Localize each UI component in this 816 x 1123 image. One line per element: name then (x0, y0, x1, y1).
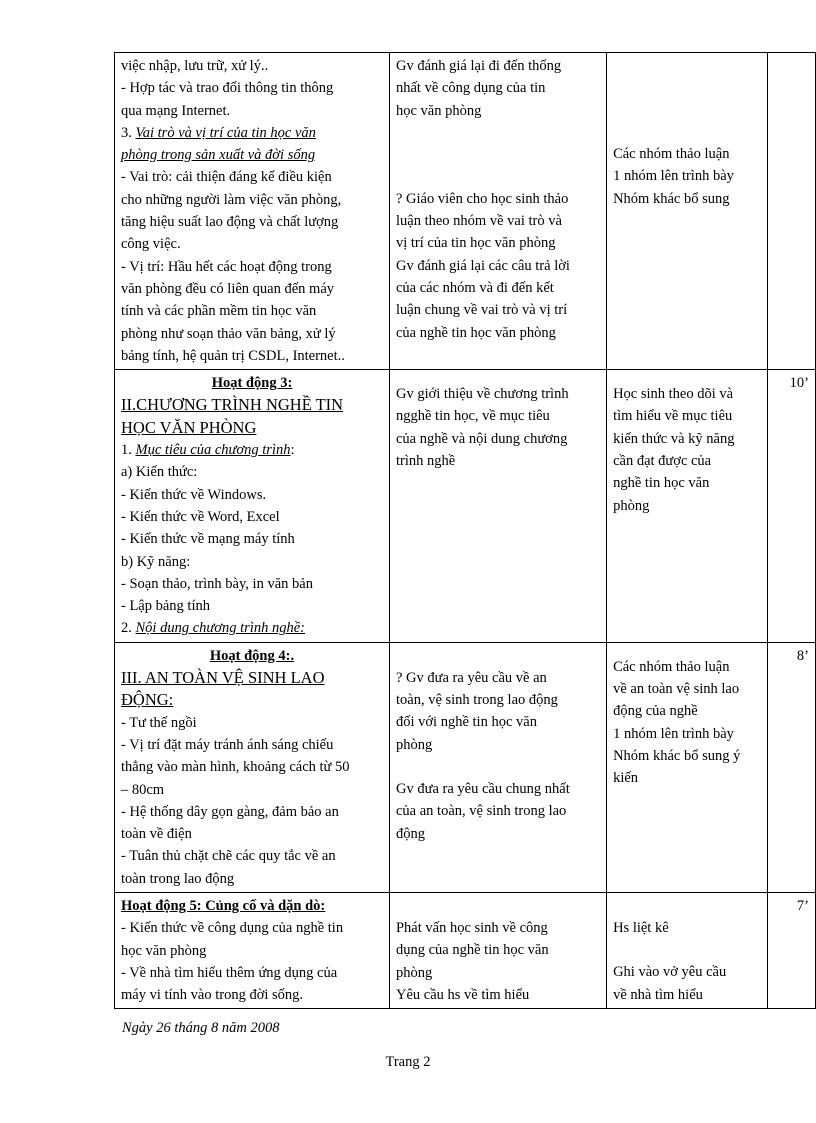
document-date: Ngày 26 tháng 8 năm 2008 (122, 1020, 280, 1036)
section-title: Vai trò và vị trí của tin học văn (135, 124, 316, 141)
text-line: về nhà tìm hiểu (613, 986, 703, 1003)
content-cell (115, 53, 390, 370)
text-line: Các nhóm thảo luận (613, 146, 730, 162)
text-line: của các nhóm và đi đến kết (395, 280, 554, 297)
text-line: Phát vấn học sinh về công (395, 919, 548, 936)
content-cell (115, 892, 390, 1008)
text-line: động (395, 825, 425, 842)
text-line: Hs liệt kê (613, 919, 669, 936)
activity-heading: Hoạt động 5: Củng cố và dặn dò: (121, 897, 326, 914)
text-line: luận theo nhóm về vai trò và (395, 213, 562, 230)
text-line: Gv đưa ra yêu cầu chung nhất (395, 780, 570, 797)
student-activity-cell (607, 370, 768, 643)
section-number: 2. (121, 620, 136, 637)
text-line: - Tư thế ngồi (121, 714, 197, 731)
text-line: phòng (613, 497, 650, 514)
text-line: - Kiến thức về công dụng của nghề tin (121, 920, 344, 937)
text-line: - Về nhà tìm hiểu thêm ứng dụng của (121, 964, 338, 981)
text-line: toàn trong lao động (121, 870, 235, 887)
text-line: đối với nghề tin học văn (395, 714, 537, 731)
text-line: b) Kỹ năng: (121, 553, 191, 570)
text-line: học văn phòng (395, 102, 482, 119)
text-line: máy vi tính vào trong đời sống. (121, 987, 304, 1004)
text-line: - Hợp tác và trao đổi thông tin thông (121, 80, 334, 97)
text-line: Học sinh theo dõi và (613, 386, 734, 403)
text-line: việc nhập, lưu trữ, xử lý.. (121, 58, 269, 74)
text-line: tìm hiểu về mục tiêu (613, 408, 733, 425)
section-heading (121, 617, 383, 639)
text-line: - Soạn thảo, trình bày, in văn bản (121, 575, 313, 592)
table-row (115, 642, 816, 892)
text-line: dụng của nghề tin học văn (395, 942, 549, 959)
table-row (115, 53, 816, 370)
time-value: 8’ (796, 647, 809, 664)
lesson-plan-table (114, 52, 816, 1009)
section-heading (121, 439, 383, 461)
activity-heading: Hoạt động 3: (211, 375, 293, 392)
text-line: - Vị trí: Hầu hết các hoạt động trong (121, 258, 332, 275)
page-number: Trang 2 (385, 1054, 431, 1070)
text-line: của an toàn, vệ sinh trong lao (395, 803, 567, 820)
text-line: tính và các phần mềm tin học văn (121, 303, 317, 320)
student-activity-cell (607, 53, 768, 370)
section-number: 1. (121, 442, 136, 459)
student-activity-cell (607, 642, 768, 892)
text-line: - Vai trò: cải thiện đáng kể điều kiện (121, 169, 332, 186)
time-cell (768, 642, 816, 892)
text-line: Nhóm khác bổ sung ý (613, 747, 741, 764)
text-line: a) Kiến thức: (121, 464, 198, 481)
text-line: trình nghề (395, 453, 456, 470)
section-heading (121, 122, 383, 144)
text-line: kiến thức và kỹ năng (613, 430, 735, 447)
teacher-activity-cell (389, 892, 606, 1008)
text-line: nhất về công dụng của tin (395, 80, 546, 97)
student-activity-cell (607, 892, 768, 1008)
text-line: phòng như soạn thảo văn bảng, xử lý (121, 325, 336, 342)
text-line: Gv đánh giá lại đi đến thống (395, 58, 562, 74)
time-value: 10’ (789, 375, 809, 392)
activity-heading: Hoạt động 4:. (209, 647, 295, 664)
section-colon: : (290, 442, 295, 459)
teacher-activity-cell (389, 370, 606, 643)
text-line: 1 nhóm lên trình bày (613, 168, 734, 185)
text-line: – 80cm (121, 781, 165, 798)
content-cell (115, 642, 390, 892)
text-line: Các nhóm thảo luận (613, 658, 730, 675)
text-line: - Kiến thức về Windows. (121, 486, 267, 503)
text-line: học văn phòng (121, 942, 207, 959)
text-line: Nhóm khác bổ sung (613, 190, 730, 207)
text-line: của nghề và nội dung chương (395, 430, 568, 447)
text-line: Yêu cầu hs về tìm hiểu (395, 986, 530, 1003)
text-line: - Lập bảng tính (121, 598, 210, 615)
text-line: Ghi vào vở yêu cầu (613, 964, 727, 981)
text-line: - Kiến thức về mạng máy tính (121, 531, 295, 548)
text-line: vị trí của tin học văn phòng (395, 235, 556, 252)
time-cell (768, 892, 816, 1008)
text-line: bảng tính, hệ quản trị CSDL, Internet.. (121, 347, 345, 364)
text-line: thẳng vào màn hình, khoảng cách từ 50 (121, 759, 350, 776)
chapter-title-cont: HỌC VĂN PHÒNG (121, 417, 257, 437)
text-line: phòng (395, 964, 433, 981)
chapter-title: III. AN TOÀN VỆ SINH LAO (121, 668, 325, 688)
table-row (115, 370, 816, 643)
time-value: 7’ (796, 897, 809, 914)
text-line: về an toàn vệ sinh lao (613, 681, 740, 698)
text-line: công việc. (121, 236, 181, 253)
section-number: 3. (121, 124, 136, 141)
section-title-cont: phòng trong sản xuất và đời sống (121, 147, 316, 164)
teacher-activity-cell (389, 642, 606, 892)
time-cell (768, 53, 816, 370)
text-line: - Kiến thức về Word, Excel (121, 508, 280, 525)
text-line: - Vị trí đặt máy tránh ánh sáng chiếu (121, 736, 334, 753)
text-line: cho những người làm việc văn phòng, (121, 191, 342, 208)
content-cell (115, 370, 390, 643)
text-line: - Hệ thống dây gọn gàng, đảm bảo an (121, 803, 339, 820)
text-line: Gv đánh giá lại các câu trả lời (395, 257, 570, 274)
text-line: cần đạt được của (613, 453, 712, 470)
text-line: luận chung về vai trò và vị trí (395, 302, 568, 319)
text-line: qua mạng Internet. (121, 102, 231, 119)
text-line: Gv giới thiệu về chương trình (395, 386, 569, 403)
text-line: ? Gv đưa ra yêu cầu về an (395, 669, 547, 686)
text-line: - Tuân thủ chặt chẽ các quy tắc về an (121, 848, 336, 865)
text-line: 1 nhóm lên trình bày (613, 725, 734, 742)
time-cell (768, 370, 816, 643)
text-line: toàn về điện (121, 826, 192, 843)
table-row (115, 892, 816, 1008)
text-line: ? Giáo viên cho học sinh thảo (395, 190, 569, 207)
chapter-title: II.CHƯƠNG TRÌNH NGHỀ TIN (121, 395, 344, 415)
text-line: của nghề tin học văn phòng (395, 324, 556, 341)
chapter-title-cont: ĐỘNG: (121, 690, 174, 710)
section-title: Nội dung chương trình nghề: (135, 620, 305, 637)
text-line: tăng hiệu suất lao động và chất lượng (121, 214, 339, 231)
text-line: kiến (613, 770, 639, 787)
section-title: Mục tiêu của chương trình (135, 442, 291, 459)
text-line: phòng (395, 736, 433, 753)
teacher-activity-cell (389, 53, 606, 370)
text-line: nghề tin học văn (613, 475, 710, 492)
text-line: ngghề tin học, về mục tiêu (395, 408, 550, 425)
text-line: văn phòng đều có liên quan đến máy (121, 280, 335, 297)
text-line: động của nghề (613, 703, 698, 720)
text-line: toàn, vệ sinh trong lao động (395, 692, 558, 709)
